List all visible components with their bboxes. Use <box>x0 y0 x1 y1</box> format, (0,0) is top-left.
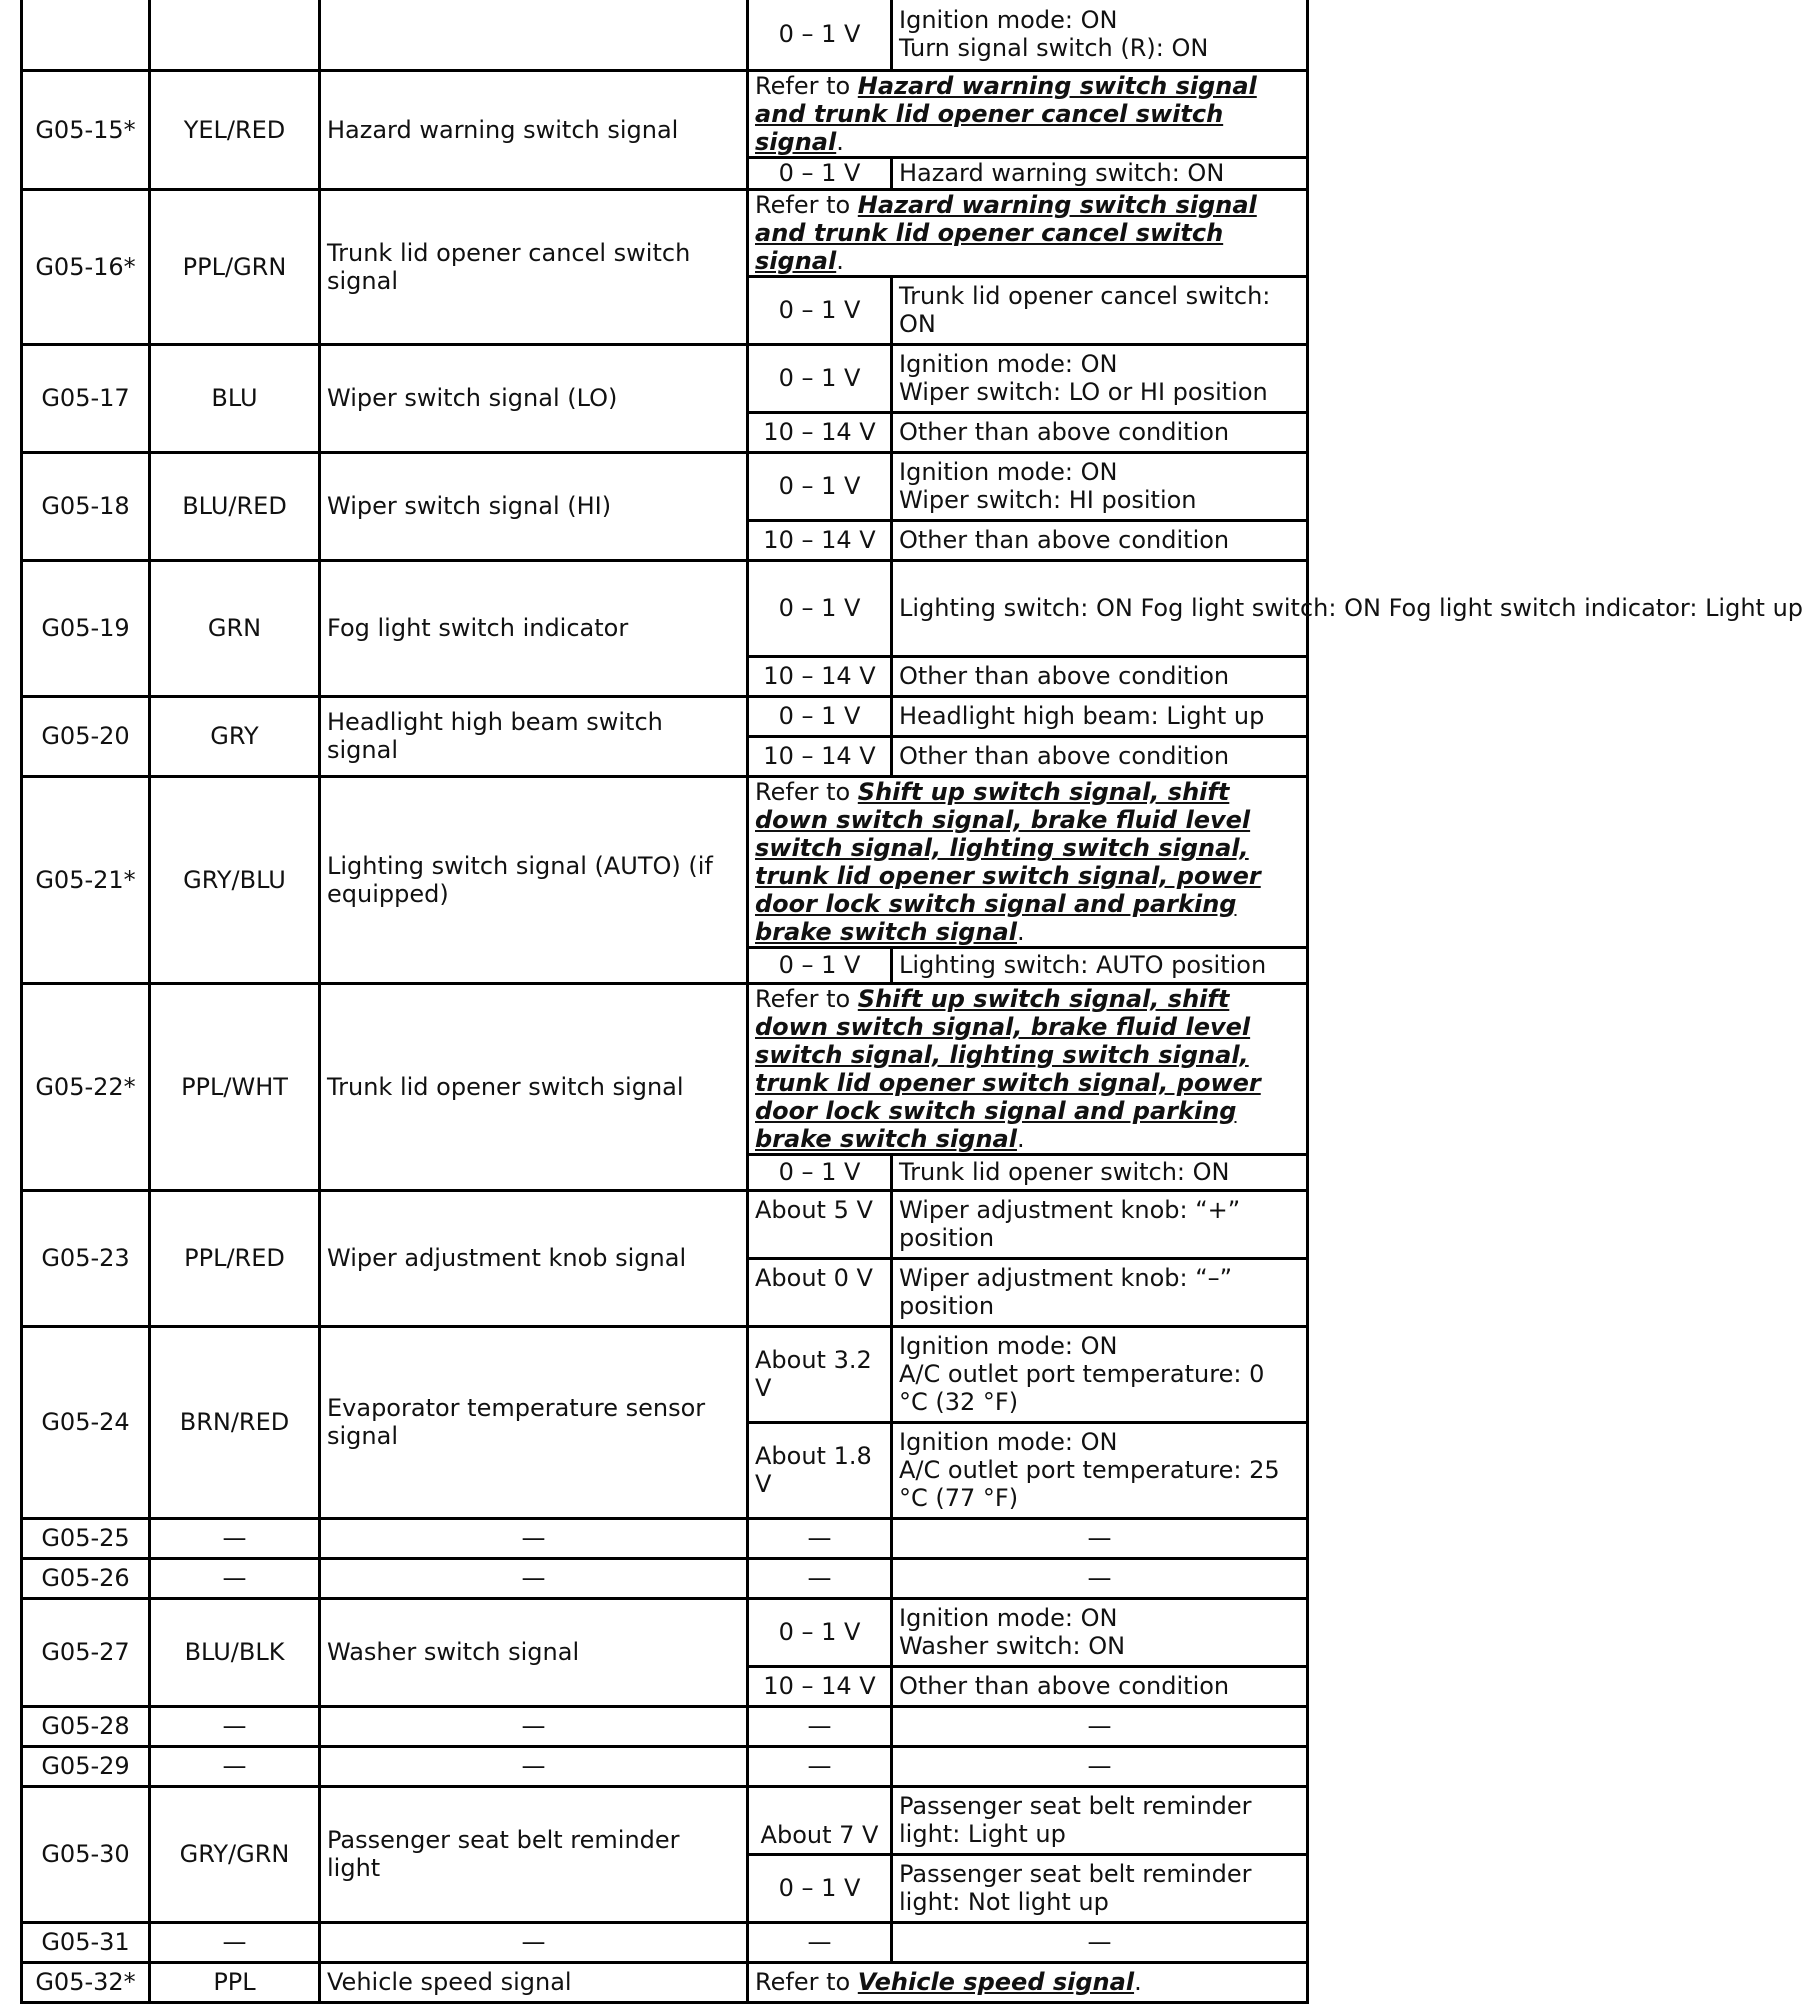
condition-cell: Hazard warning switch: ON <box>892 157 1308 189</box>
refer-suffix: . <box>1134 1968 1142 1996</box>
wire-color-cell: — <box>150 1518 320 1558</box>
table-row <box>22 1558 1308 1598</box>
terminal-cell: G05-21* <box>22 776 150 983</box>
table-row <box>22 70 1308 157</box>
signal-name-cell: Lighting switch signal (AUTO) (if equipped) <box>320 776 748 983</box>
refer-cell <box>748 1962 1308 2002</box>
table-row <box>22 1190 1308 1258</box>
wire-color-cell: GRY/GRN <box>150 1786 320 1922</box>
terminal-cell: G05-25 <box>22 1518 150 1558</box>
signal-name-cell: Hazard warning switch signal <box>320 70 748 189</box>
terminal-cell: G05-15* <box>22 70 150 189</box>
table-row <box>22 1786 1308 1854</box>
table-row <box>22 696 1308 736</box>
table-row <box>22 1598 1308 1666</box>
refer-prefix: Refer to <box>755 71 858 100</box>
refer-suffix: . <box>836 127 844 156</box>
table-row <box>22 1962 1308 2002</box>
wire-color-cell: PPL/RED <box>150 1190 320 1326</box>
terminal-cell: G05-24 <box>22 1326 150 1518</box>
condition-cell: Other than above condition <box>892 520 1308 560</box>
wire-color-cell: BLU/RED <box>150 452 320 560</box>
condition-cell: Passenger seat belt reminder light: Not light up <box>892 1854 1308 1922</box>
wire-color-cell: BRN/RED <box>150 1326 320 1518</box>
signal-name-cell: Evaporator temperature sensor signal <box>320 1326 748 1518</box>
wire-color-cell: PPL/GRN <box>150 189 320 344</box>
voltage-cell: 10 – 14 V <box>748 656 892 696</box>
wire-color-cell: GRN <box>150 560 320 696</box>
wire-color-cell <box>150 0 320 70</box>
voltage-cell: 0 – 1 V <box>748 947 892 983</box>
terminal-cell: G05-30 <box>22 1786 150 1922</box>
voltage-cell: 10 – 14 V <box>748 412 892 452</box>
terminal-cell: G05-18 <box>22 452 150 560</box>
refer-link[interactable]: Hazard warning switch signal and trunk lid opener cancel switch signal <box>755 71 1257 156</box>
refer-cell <box>748 189 1308 276</box>
refer-prefix: Refer to <box>755 777 858 806</box>
terminal-cell: G05-19 <box>22 560 150 696</box>
condition-cell: Trunk lid opener cancel switch: ON <box>892 276 1308 344</box>
wire-color-cell: PPL/WHT <box>150 983 320 1190</box>
table-row <box>22 189 1308 276</box>
voltage-cell: 0 – 1 V <box>748 1598 892 1666</box>
wire-color-cell: PPL <box>150 1962 320 2002</box>
condition-cell: Ignition mode: ON Wiper switch: LO or HI position <box>892 344 1308 412</box>
terminal-cell: G05-32* <box>22 1962 150 2002</box>
terminal-cell <box>22 0 150 70</box>
voltage-cell: 0 – 1 V <box>748 1154 892 1190</box>
table-row <box>22 983 1308 1154</box>
signal-name-cell: — <box>320 1558 748 1598</box>
voltage-cell: About 5 V <box>748 1190 892 1258</box>
voltage-cell: — <box>748 1706 892 1746</box>
terminal-spec-table <box>20 0 1803 2004</box>
table-row <box>22 1922 1308 1962</box>
refer-link[interactable]: Shift up switch signal, shift down switch signal, brake fluid level switch signal, lighting switch signal, trunk lid opener switch signal, power door lock switch signal and parking brake switch signal <box>755 984 1261 1153</box>
signal-name-cell: Wiper switch signal (HI) <box>320 452 748 560</box>
signal-name-cell: — <box>320 1746 748 1786</box>
condition-cell: Other than above condition <box>892 412 1308 452</box>
wire-color-cell: GRY/BLU <box>150 776 320 983</box>
terminal-cell: G05-28 <box>22 1706 150 1746</box>
terminal-cell: G05-16* <box>22 189 150 344</box>
wire-color-cell: YEL/RED <box>150 70 320 189</box>
voltage-cell: 0 – 1 V <box>748 452 892 520</box>
voltage-cell: 0 – 1 V <box>748 560 892 656</box>
condition-cell: — <box>892 1746 1308 1786</box>
voltage-cell: 10 – 14 V <box>748 1666 892 1706</box>
voltage-cell: — <box>748 1922 892 1962</box>
voltage-cell: 0 – 1 V <box>748 344 892 412</box>
refer-link[interactable]: Shift up switch signal, shift down switch signal, brake fluid level switch signal, lighting switch signal, trunk lid opener switch signal, power door lock switch signal and parking brake switch signal <box>755 777 1261 946</box>
condition-cell: — <box>892 1518 1308 1558</box>
table-row <box>22 1706 1308 1746</box>
refer-prefix: Refer to <box>755 190 858 219</box>
condition-cell: Lighting switch: AUTO position <box>892 947 1308 983</box>
table-row <box>22 1518 1308 1558</box>
condition-cell: Ignition mode: ON Turn signal switch (R): ON <box>892 0 1308 70</box>
condition-cell: Ignition mode: ON A/C outlet port temperature: 0 °C (32 °F) <box>892 1326 1308 1422</box>
signal-name-cell: Headlight high beam switch signal <box>320 696 748 776</box>
voltage-cell: 0 – 1 V <box>748 157 892 189</box>
signal-name-cell: Trunk lid opener switch signal <box>320 983 748 1190</box>
terminal-cell: G05-17 <box>22 344 150 452</box>
condition-cell: Ignition mode: ON A/C outlet port temperature: 25 °C (77 °F) <box>892 1422 1308 1518</box>
condition-cell: Trunk lid opener switch: ON <box>892 1154 1308 1190</box>
voltage-cell: 0 – 1 V <box>748 1854 892 1922</box>
signal-name-cell: Trunk lid opener cancel switch signal <box>320 189 748 344</box>
terminal-cell: G05-29 <box>22 1746 150 1786</box>
condition-cell: Lighting switch: ON Fog light switch: ON Fog light switch indicator: Light up <box>892 560 1308 656</box>
signal-name-cell: Wiper switch signal (LO) <box>320 344 748 452</box>
table-row <box>22 776 1308 947</box>
condition-cell: Wiper adjustment knob: “–” position <box>892 1258 1308 1326</box>
terminal-cell: G05-20 <box>22 696 150 776</box>
condition-cell: Ignition mode: ON Washer switch: ON <box>892 1598 1308 1666</box>
voltage-cell: 0 – 1 V <box>748 0 892 70</box>
voltage-cell: — <box>748 1558 892 1598</box>
signal-name-cell: Wiper adjustment knob signal <box>320 1190 748 1326</box>
voltage-cell: About 3.2 V <box>748 1326 892 1422</box>
terminal-cell: G05-23 <box>22 1190 150 1326</box>
condition-cell: Headlight high beam: Light up <box>892 696 1308 736</box>
document-page <box>20 0 1803 2004</box>
wire-color-cell: BLU/BLK <box>150 1598 320 1706</box>
terminal-cell: G05-31 <box>22 1922 150 1962</box>
wire-color-cell: GRY <box>150 696 320 776</box>
voltage-cell: — <box>748 1518 892 1558</box>
voltage-cell: About 7 V <box>748 1786 892 1854</box>
refer-link[interactable]: Vehicle speed signal <box>857 1968 1135 1996</box>
refer-suffix: . <box>836 246 844 275</box>
signal-name-cell: Fog light switch indicator <box>320 560 748 696</box>
terminal-cell: G05-22* <box>22 983 150 1190</box>
condition-cell: Ignition mode: ON Wiper switch: HI position <box>892 452 1308 520</box>
signal-name-cell: Vehicle speed signal <box>320 1962 748 2002</box>
refer-cell <box>748 983 1308 1154</box>
signal-name-cell: Washer switch signal <box>320 1598 748 1706</box>
wire-color-cell: — <box>150 1746 320 1786</box>
refer-suffix: . <box>1016 1124 1025 1153</box>
voltage-cell: About 0 V <box>748 1258 892 1326</box>
table-row <box>22 0 1308 70</box>
wire-color-cell: — <box>150 1706 320 1746</box>
voltage-cell: About 1.8 V <box>748 1422 892 1518</box>
table-row <box>22 1746 1308 1786</box>
voltage-cell: 0 – 1 V <box>748 276 892 344</box>
refer-prefix: Refer to <box>755 984 858 1013</box>
table-row <box>22 344 1308 412</box>
table-row <box>22 452 1308 520</box>
condition-cell: Other than above condition <box>892 1666 1308 1706</box>
voltage-cell: — <box>748 1746 892 1786</box>
condition-cell: Other than above condition <box>892 736 1308 776</box>
signal-name-cell: — <box>320 1706 748 1746</box>
voltage-cell: 10 – 14 V <box>748 736 892 776</box>
signal-name-cell: — <box>320 1518 748 1558</box>
wire-color-cell: — <box>150 1922 320 1962</box>
condition-cell: — <box>892 1706 1308 1746</box>
signal-name-cell: — <box>320 1922 748 1962</box>
condition-cell: Other than above condition <box>892 656 1308 696</box>
refer-link[interactable]: Hazard warning switch signal and trunk lid opener cancel switch signal <box>755 190 1257 275</box>
table-row <box>22 560 1308 656</box>
terminal-cell: G05-26 <box>22 1558 150 1598</box>
wire-color-cell: BLU <box>150 344 320 452</box>
condition-cell: Passenger seat belt reminder light: Light up <box>892 1786 1308 1854</box>
signal-name-cell: Passenger seat belt reminder light <box>320 1786 748 1922</box>
refer-cell <box>748 776 1308 947</box>
signal-name-cell <box>320 0 748 70</box>
refer-prefix: Refer to <box>755 1968 858 1996</box>
voltage-cell: 0 – 1 V <box>748 696 892 736</box>
condition-cell: Wiper adjustment knob: “+” position <box>892 1190 1308 1258</box>
wire-color-cell: — <box>150 1558 320 1598</box>
condition-cell: — <box>892 1922 1308 1962</box>
voltage-cell: 10 – 14 V <box>748 520 892 560</box>
terminal-cell: G05-27 <box>22 1598 150 1706</box>
refer-suffix: . <box>1016 917 1025 946</box>
condition-cell: — <box>892 1558 1308 1598</box>
table-row <box>22 1326 1308 1422</box>
refer-cell <box>748 70 1308 157</box>
